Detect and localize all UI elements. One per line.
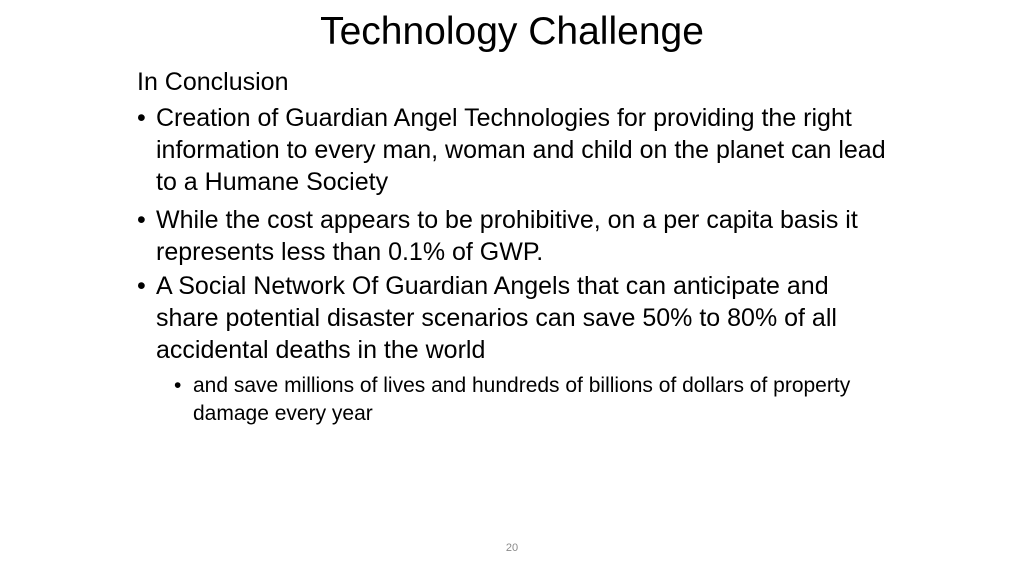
bullet-item: • Creation of Guardian Angel Technologies for providing the right information to every man, woman and child on the planet can lead to a Humane Society xyxy=(137,102,897,198)
intro-text: In Conclusion xyxy=(137,68,289,96)
sub-bullet-list xyxy=(156,372,897,428)
slide-title: Technology Challenge xyxy=(320,10,704,53)
bullet-item: • While the cost appears to be prohibitive, on a per capita basis it represents less than 0.1% of GWP. xyxy=(137,204,897,268)
sub-bullet-item: • and save millions of lives and hundreds of billions of dollars of property damage every year xyxy=(174,372,897,428)
page-number: 20 xyxy=(505,542,519,554)
slide-content xyxy=(137,66,897,434)
bullet-item xyxy=(137,270,897,428)
bullet-text: A Social Network Of Guardian Angels that can anticipate and share potential disaster scenarios can save 50% to 80% of all accidental deaths in the world xyxy=(156,272,837,364)
bullet-list xyxy=(137,102,897,428)
